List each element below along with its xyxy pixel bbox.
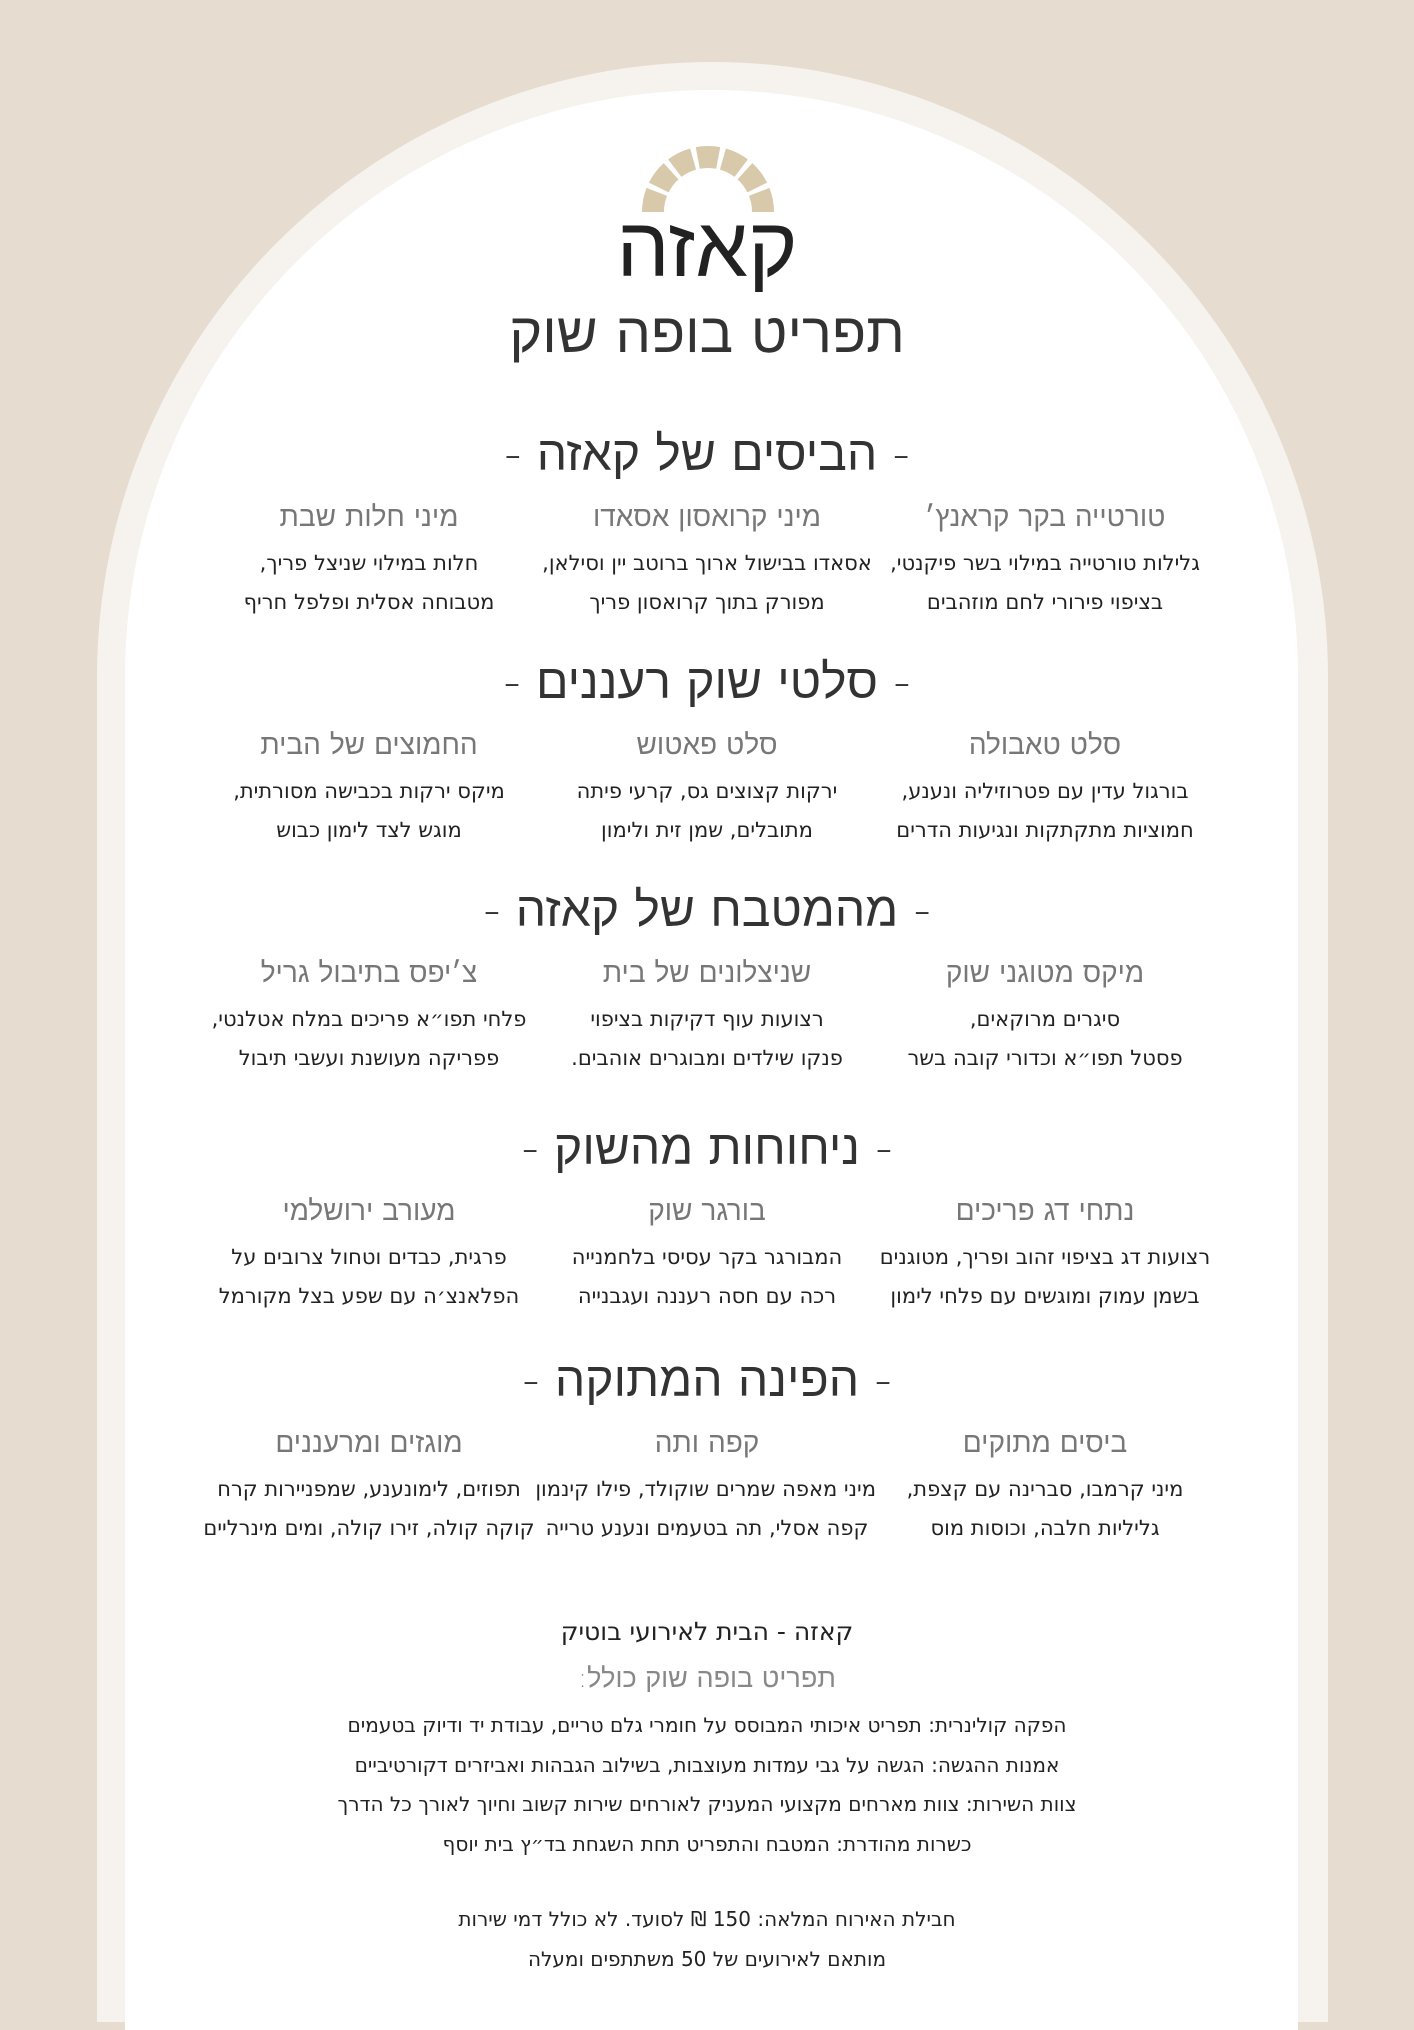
menu-item [538, 956, 876, 1078]
item-name: מיקס מטוגני שוק [945, 956, 1145, 989]
item-name: בורגר שוק [648, 1194, 766, 1227]
item-description: חלות במילוי שניצל פריך, [259, 550, 479, 575]
menu-title: תפריט בופה שוק [509, 301, 905, 366]
footer [0, 1612, 1414, 1979]
logo-block [738, 163, 768, 192]
footer-min-guests: מותאם לאירועים של 50 משתתפים ומעלה [527, 1946, 887, 1971]
menu-item [876, 728, 1214, 850]
footer-feature: כשרות מהודרת: המטבח והתפריט תחת השגחת בד״ץ בית יוסף [442, 1831, 972, 1856]
menu-item [200, 500, 538, 622]
item-description: קפה אסלי, תה בטעמים ונענע טרייה [545, 1515, 869, 1540]
item-name: מוגזים ומרעננים [275, 1426, 463, 1459]
footer-brand-line: קאזה - הבית לאירועי בוטיק [560, 1617, 854, 1646]
item-description: תפוזים, לימונענע, שמפניירות קרח [217, 1476, 521, 1501]
menu-item [538, 1194, 876, 1316]
logo-block [696, 146, 721, 169]
menu-item [535, 1426, 876, 1548]
logo-block [649, 163, 679, 192]
section-title: - סלטי שוק רעננים - [503, 654, 911, 710]
item-description: מיקס ירקות בכבישה מסורתית, [233, 778, 505, 803]
menu-item [200, 728, 538, 850]
menu-item [876, 1426, 1214, 1548]
menu-item [538, 500, 876, 622]
item-name: סלט טאבולה [968, 728, 1122, 761]
item-name: נתחי דג פריכים [955, 1194, 1135, 1227]
item-description: גליליות חלבה, וכוסות מוס [930, 1515, 1160, 1540]
section-title: - הביסים של קאזה - [504, 426, 910, 482]
menu-item [876, 1194, 1214, 1316]
item-name: ביסים מתוקים [962, 1426, 1128, 1459]
item-description: קוקה קולה, זירו קולה, ומים מינרליים [203, 1515, 535, 1540]
section-title: - מהמטבח של קאזה - [483, 882, 931, 938]
menu-item [200, 1426, 538, 1548]
footer-price: חבילת האירוח המלאה: 150 ₪ לסועד. לא כולל דמי שירות [458, 1907, 956, 1931]
menu-item [538, 728, 876, 850]
item-description: פסטל תפו״א וכדורי קובה בשר [907, 1045, 1183, 1070]
section-salads [200, 654, 1214, 850]
item-description: בורגול עדין עם פטרוזיליה ונענע, [901, 778, 1189, 803]
footer-subtitle: תפריט בופה שוק כולל: [578, 1663, 836, 1694]
item-description: בשמן עמוק ומוגשים עם פלחי לימון [890, 1283, 1200, 1308]
item-description: בציפוי פירורי לחם מוזהבים [926, 589, 1164, 614]
section-market-aromas [200, 1120, 1214, 1316]
item-description: הפלאנצ׳ה עם שפע בצל מקורמל [218, 1283, 520, 1308]
item-description: פנקו שילדים ומבוגרים אוהבים. [571, 1045, 843, 1070]
item-description: המבורגר בקר עסיסי בלחמנייה [571, 1244, 843, 1269]
item-name: טורטייה בקר קראנץ׳ [924, 500, 1166, 533]
item-description: מיני קרמבו, סברינה עם קצפת, [906, 1476, 1184, 1501]
item-description: מתובלים, שמן זית ולימון [601, 817, 813, 842]
item-name: החמוצים של הבית [260, 728, 478, 761]
footer-feature: הפקה קולינרית: תפריט איכותי המבוסס על חומרי גלם טריים, עבודת יד ודיוק בטעמים [347, 1713, 1067, 1737]
item-description: רכה עם חסה רעננה ועגבנייה [577, 1283, 837, 1308]
section-title: - הפינה המתוקה - [522, 1352, 892, 1408]
footer-feature: צוות השירות: צוות מארחים מקצועי המעניק לאורחים שירות קשוב וחיוך לאורך כל הדרך [337, 1792, 1077, 1816]
item-description: ירקות קצוצים גס, קרעי פיתה [576, 778, 838, 803]
item-description: רצועות דג בציפוי זהוב ופריך, מטוגנים [879, 1244, 1211, 1269]
item-description: מפורק בתוך קרואסון פריך [589, 589, 825, 614]
item-description: גלילות טורטייה במילוי בשר פיקנטי, [890, 550, 1200, 575]
item-name: צ׳יפס בתיבול גריל [260, 956, 478, 989]
item-description: פרגית, כבדים וטחול צרובים על [231, 1244, 507, 1269]
item-name: סלט פאטוש [636, 728, 778, 761]
item-name: קפה ותה [654, 1426, 760, 1459]
menu-item [876, 956, 1214, 1078]
item-name: מיני חלות שבת [279, 500, 459, 533]
brand-name: קאזה [616, 198, 798, 296]
item-description: פלחי תפו״א פריכים במלח אטלנטי, [211, 1006, 527, 1031]
section-bites [200, 426, 1214, 622]
item-description: חמוציות מתקתקות ונגיעות הדרים [896, 817, 1194, 842]
item-description: סיגרים מרוקאים, [969, 1006, 1121, 1031]
menu-item [200, 956, 538, 1078]
item-name: שניצלונים של בית [602, 956, 812, 989]
item-description: מוגש לצד לימון כבוש [276, 817, 462, 842]
item-description: אסאדו בבישול ארוך ברוטב יין וסילאן, [542, 550, 872, 575]
item-name: מעורב ירושלמי [282, 1194, 456, 1227]
item-description: מטבוחה אסלית ופלפל חריף [243, 589, 495, 614]
item-name: מיני קרואסון אסאדו [592, 500, 822, 533]
section-kitchen [200, 882, 1214, 1078]
menu-item [200, 1194, 538, 1316]
footer-feature: אמנות ההגשה: הגשה על גבי עמדות מעוצבות, בשילוב הגבהות ואביזרים דקורטיביים [354, 1752, 1060, 1777]
item-description: פפריקה מעושנת ועשבי תיבול [238, 1045, 500, 1070]
item-description: מיני מאפה שמרים שוקולד, פילו קינמון [535, 1476, 876, 1501]
section-title: - ניחוחות מהשוק - [521, 1120, 893, 1176]
item-description: רצועות עוף דקיקות בציפוי [590, 1006, 824, 1031]
menu-item [876, 500, 1214, 622]
section-sweet-corner [200, 1352, 1214, 1548]
